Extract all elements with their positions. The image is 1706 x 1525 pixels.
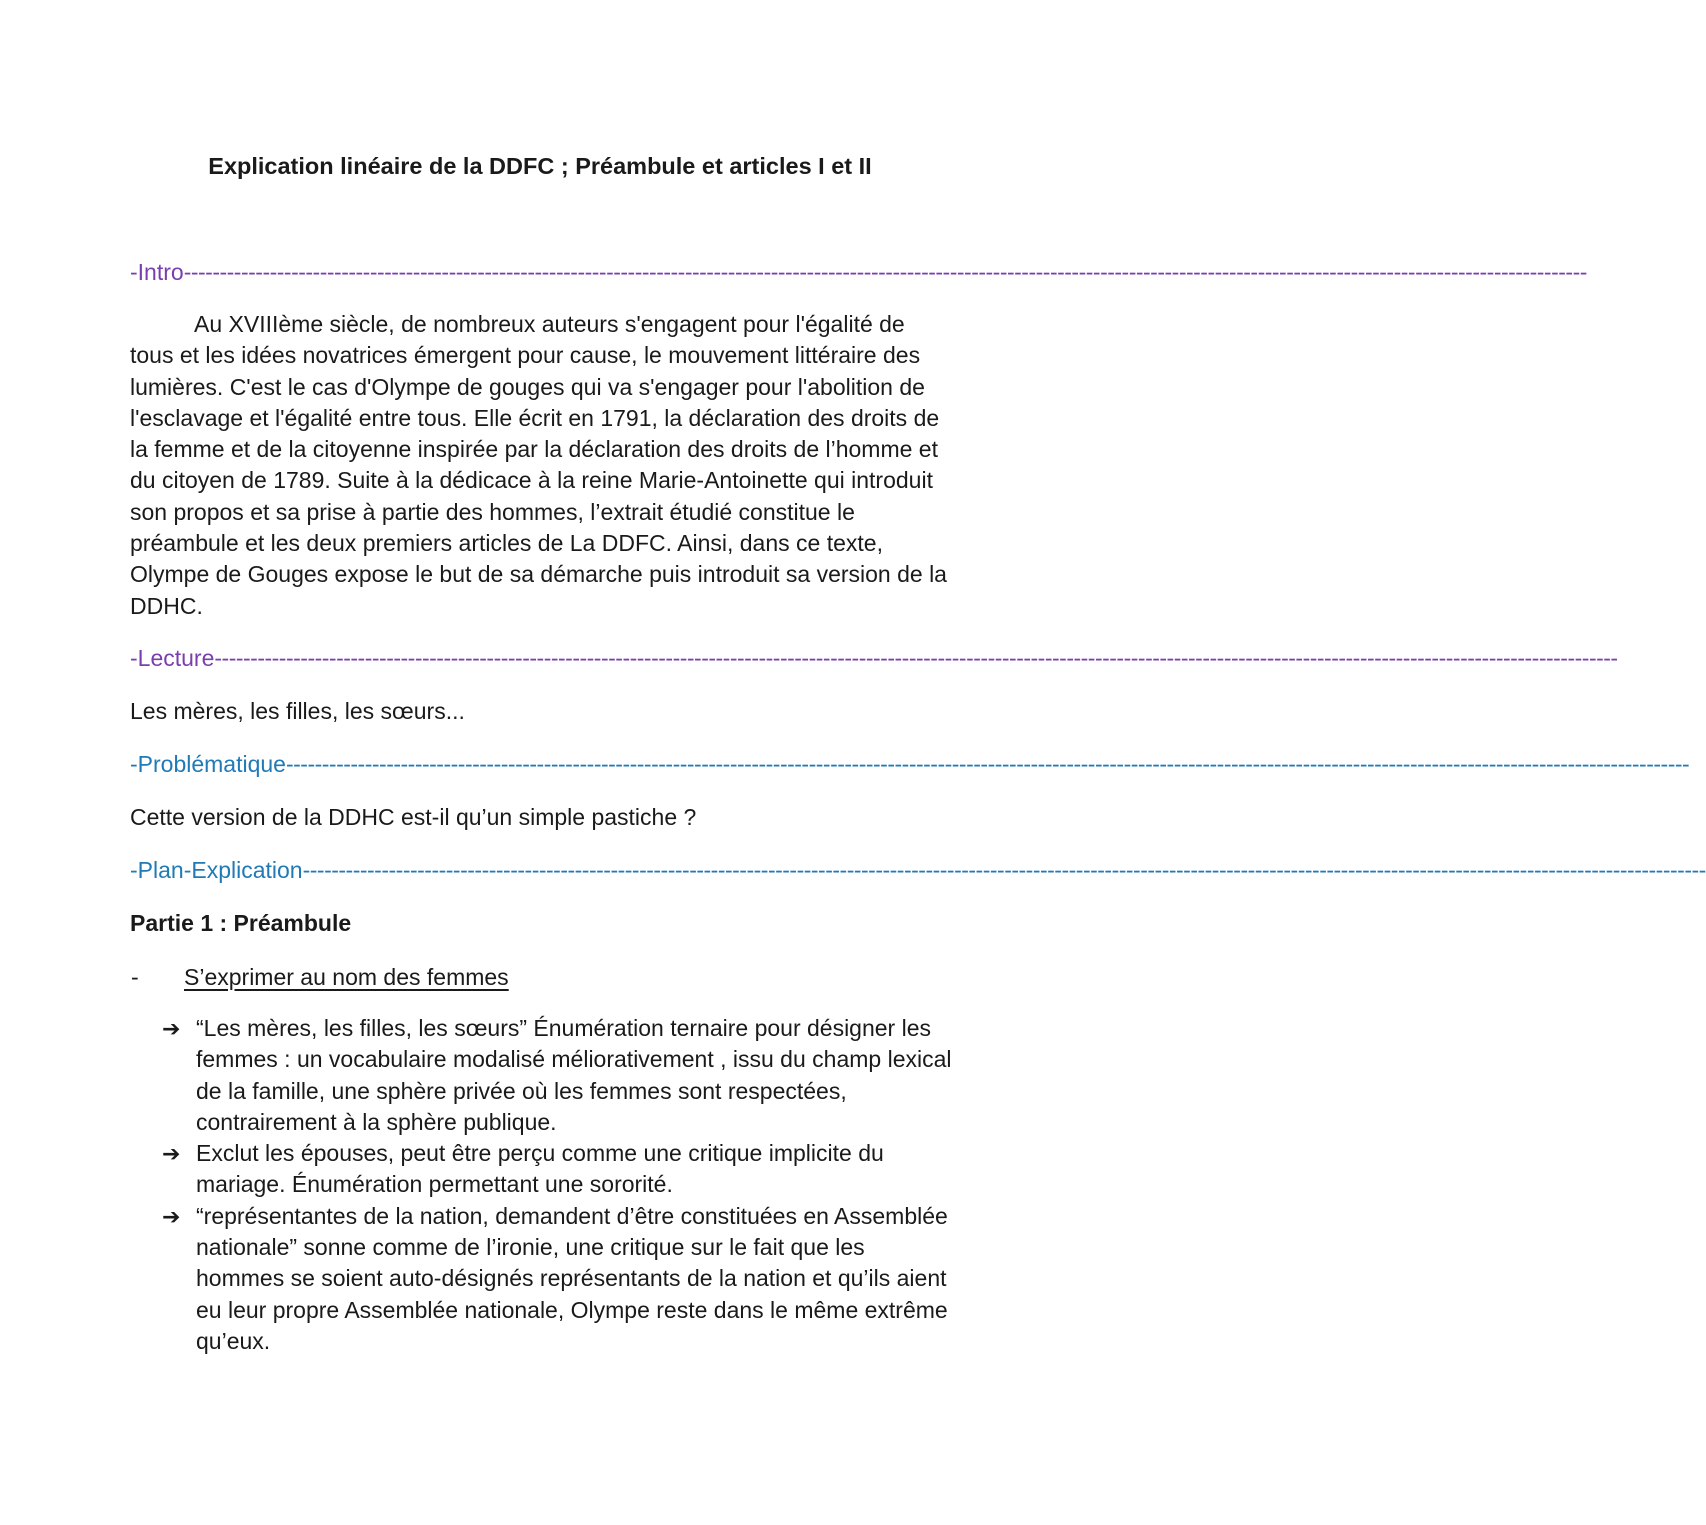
list-item [162, 1138, 952, 1201]
bullet-text: “représentantes de la nation, demandent d’être constituées en Assemblée nationale” sonne comme de l’ironie, une critique sur le fait que les hommes se soient auto-désignés représentants de la nation et qu’ils aient eu leur propre Assemblée nationale, Olympe reste dans le même extrême qu’eux. [196, 1202, 948, 1354]
section-heading-lecture [130, 643, 1618, 673]
partie-title: Partie 1 : Préambule [130, 910, 352, 936]
bullet-list [162, 1013, 952, 1357]
section-heading-intro [130, 257, 1587, 287]
intro-paragraph: Au XVIIIème siècle, de nombreux auteurs s'engagent pour l'égalité de tous et les idées novatrices émergent pour cause, le mouvement littéraire des lumières. C'est le cas d'Olympe de gouges qui va s'engager pour l'abolition de l'esclavage et l'égalité entre tous. Elle écrit en 1791, la déclaration des droits de la femme et de la citoyenne inspirée par la déclaration des droits de l’homme et du citoyen de 1789. Suite à la dédicace à la reine Marie-Antoinette qui introduit son propos et sa prise à partie des hommes, l’extrait étudié constitue le préambule et les deux premiers articles de La DDFC. Ainsi, dans ce texte, Olympe de Gouges expose le but de sa démarche puis introduit sa version de la DDHC. [130, 311, 947, 619]
section-label-intro: -Intro [130, 259, 184, 285]
list-dash: - [131, 964, 139, 990]
arrow-icon: ➔ [162, 1141, 181, 1167]
dashed-rule: ---------------------------------------------------------------------------------------------------------------------------------------------------------------------------------------------------- [183, 259, 1587, 285]
section-heading-plan [130, 855, 1706, 885]
arrow-icon: ➔ [162, 1016, 181, 1041]
section-label-problematique: -Problématique [130, 751, 286, 777]
bullet-text: Exclut les épouses, peut être perçu comme une critique implicite du mariage. Énumération permettant une sororité. [196, 1140, 884, 1198]
dashed-rule: ---------------------------------------------------------------------------------------------------------------------------------------------------------------------------------------------------- [302, 857, 1706, 883]
problematique-text: Cette version de la DDHC est-il qu’un simple pastiche ? [130, 804, 697, 830]
subheading: S’exprimer au nom des femmes [184, 964, 509, 990]
document-title: Explication linéaire de la DDFC ; Préambule et articles I et II [208, 153, 872, 179]
dashed-rule: ---------------------------------------------------------------------------------------------------------------------------------------------------------------------------------------------------- [285, 751, 1690, 777]
list-item [162, 1201, 952, 1357]
section-label-lecture: -Lecture [130, 645, 215, 671]
dashed-rule: ---------------------------------------------------------------------------------------------------------------------------------------------------------------------------------------------------- [214, 645, 1618, 671]
section-heading-problematique [130, 749, 1690, 779]
list-item [162, 1013, 952, 1138]
lecture-text: Les mères, les filles, les sœurs... [130, 698, 465, 724]
arrow-icon: ➔ [162, 1203, 181, 1229]
bullet-text: “Les mères, les filles, les sœurs” Énumération ternaire pour désigner les femmes : un vocabulaire modalisé méliorativement , issu du champ lexical de la famille, une sphère privée où les femmes sont respectées, contrairement à la sphère publique. [196, 1015, 952, 1135]
section-label-plan: -Plan-Explication [130, 857, 303, 883]
